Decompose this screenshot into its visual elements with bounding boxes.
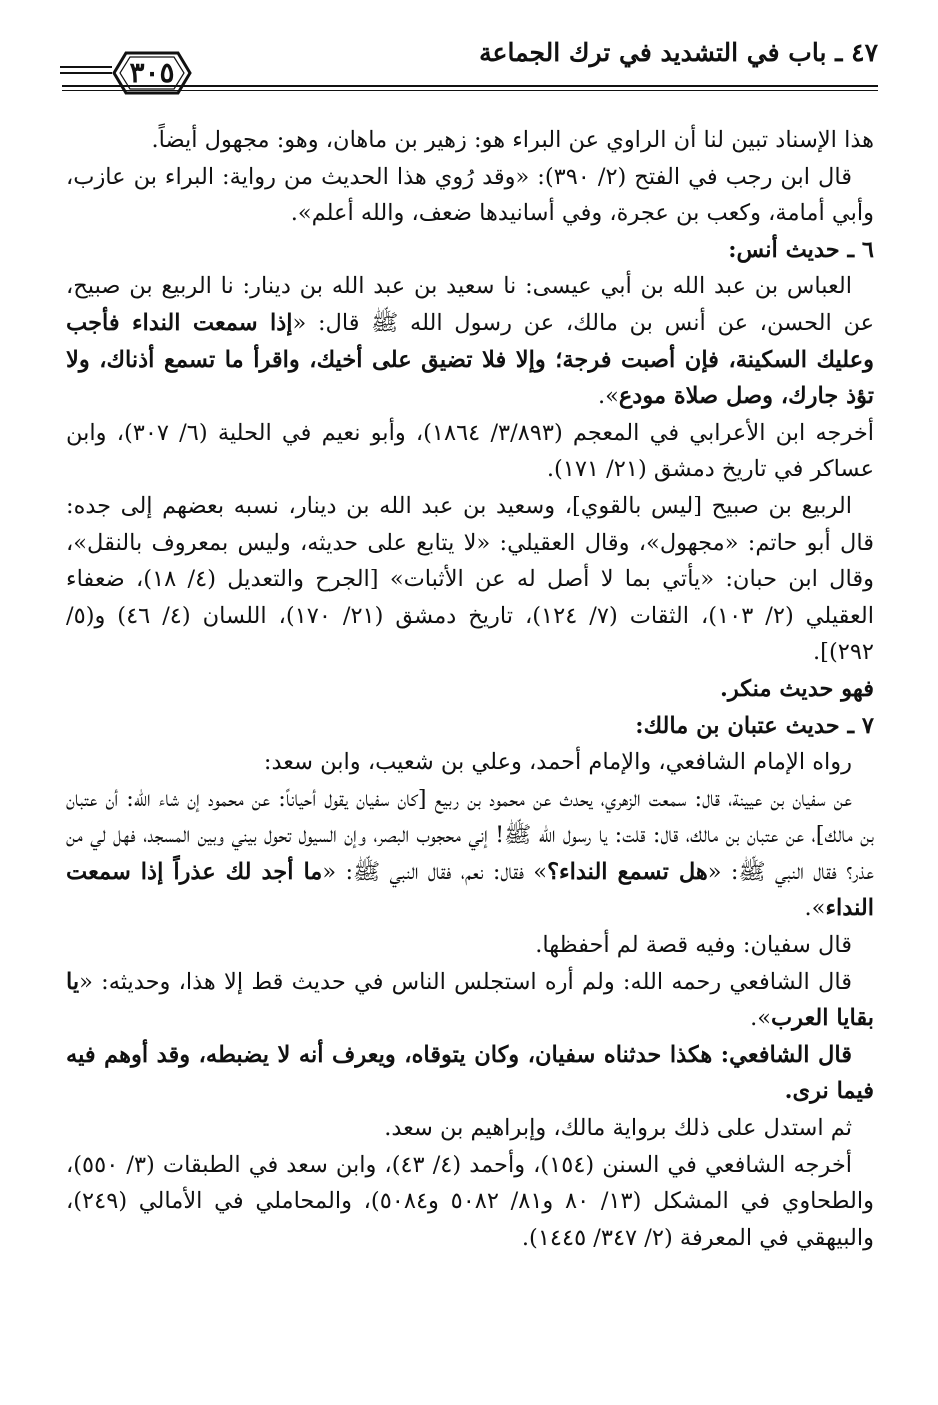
paragraph: قال ابن رجب في الفتح (٢/ ٣٩٠): «وقد رُوي هذا الحديث من رواية: البراء بن عازب، وأبي أمامة، وكعب بن عجرة، وفي أسانيدها ضعف، والله أعلم». — [66, 163, 874, 227]
page-body — [66, 122, 874, 1256]
hadith-text: هل تسمع النداء؟ — [547, 858, 708, 885]
paragraph: العباس بن عبد الله بن أبي عيسى: نا سعيد بن عبد الله بن دينار: نا الربيع بن صبيح، عن الحسن، عن أنس بن مالك، عن رسول الله ﷺ قال: «إذا سمعت النداء فأجب وعليك السكينة، فإن أصبت فرجة؛ وإلا فلا تضيق على أخيك، واقرأ ما تسمع أذناك، ولا تؤذ جارك، وصل صلاة مودع». — [66, 273, 874, 410]
hadith-text: إذا سمعت النداء فأجب وعليك السكينة، فإن أصبت فرجة؛ وإلا فلا تضيق على أخيك، واقرأ ما تسمع أذناك، ولا تؤذ جارك، وصل صلاة مودع — [66, 309, 874, 410]
verdict: فهو حديث منكر. — [719, 675, 874, 702]
paragraph: رواه الإمام الشافعي، والإمام أحمد، وعلي بن شعيب، وابن سعد: — [263, 749, 852, 776]
chapter-title: ٤٧ ـ باب في التشديد في ترك الجماعة — [479, 38, 878, 67]
header-rule-thin — [62, 90, 878, 91]
page-number: ٣٠٥ — [129, 56, 175, 89]
section-heading: ٦ ـ حديث أنس: — [728, 236, 874, 263]
header-rule — [62, 85, 878, 87]
paragraph: هذا الإسناد تبين لنا أن الراوي عن البراء هو: زهير بن ماهان، وهو: مجهول أيضاً. — [151, 127, 874, 153]
paragraph: ثم استدل على ذلك برواية مالك، وإبراهيم بن سعد. — [384, 1115, 852, 1142]
paragraph: الربيع بن صبيح [ليس بالقوي]، وسعيد بن عبد الله بن دينار، نسبه بعضهم إلى جده: قال أبو حاتم: «مجهول»، وقال العقيلي: «لا يتابع على حديثه، وليس بمعروف بالنقل»، وقال ابن حبان: «يأتي بما لا أصل له عن الأثبات» [الجرح والتعديل (٤/ ١٨)، ضعفاء العقيلي (٢/ ١٠٣)، الثقات (٧/ ١٢٤)، تاريخ دمشق (٢١/ ١٧٠)، اللسان (٤/ ٤٦) و(٥/ ٢٩٢)]. — [66, 492, 875, 666]
paragraph: أخرجه ابن الأعرابي في المعجم (٣/٨٩٣/ ١٨٦٤)، وأبو نعيم في الحلية (٦/ ٣٠٧)، وابن عساكر في تاريخ دمشق (٢١/ ١٧١). — [66, 419, 874, 483]
paragraph: قال سفيان: وفيه قصة لم أحفظها. — [535, 932, 852, 959]
paragraph: قال الشافعي: هكذا حدثناه سفيان، وكان يتوقاه، ويعرف أنه لا يضبطه، وقد أوهم فيه فيما نرى. — [66, 1041, 874, 1105]
page-number-ornament-lines — [60, 66, 112, 80]
hadith-text: يا بقايا العرب — [66, 968, 874, 1032]
hadith-text: ما أجد لك عذراً إذا سمعت النداء — [66, 858, 874, 922]
paragraph: عن سفيان بن عيينة، قال: سمعت الزهري، يحدث عن محمود بن ربيع [كان سفيان يقول أحياناً: عن محمود إن شاء الله: أن عتبان بن مالك]، عن عتبان بن مالك، قال: قلت: يا رسول الله ﷺ! إني محجوب البصر، وإن السيول تحول بيني وبين المسجد، فهل لي من عذر؟ فقال النبي ﷺ: «هل تسمع النداء؟» فقال: نعم، فقال النبي ﷺ: «ما أجد لك عذراً إذا سمعت النداء». — [66, 785, 875, 922]
paragraph: قال الشافعي رحمه الله: ولم أره استجلس الناس في حديث قط إلا هذا، وحديثه: «يا بقايا العرب». — [66, 968, 874, 1032]
section-heading: ٧ ـ حديث عتبان بن مالك: — [635, 712, 874, 739]
paragraph: أخرجه الشافعي في السنن (١٥٤)، وأحمد (٤/ ٤٣)، وابن سعد في الطبقات (٣/ ٥٥٠)، والطحاوي في المشكل (١٣/ ٨٠ و٨١/ ٥٠٨٢ و٥٠٨٤)، والمحاملي في الأمالي (٢٤٩)، والبيهقي في المعرفة (٢/ ٣٤٧/ ١٤٤٥). — [66, 1151, 874, 1251]
